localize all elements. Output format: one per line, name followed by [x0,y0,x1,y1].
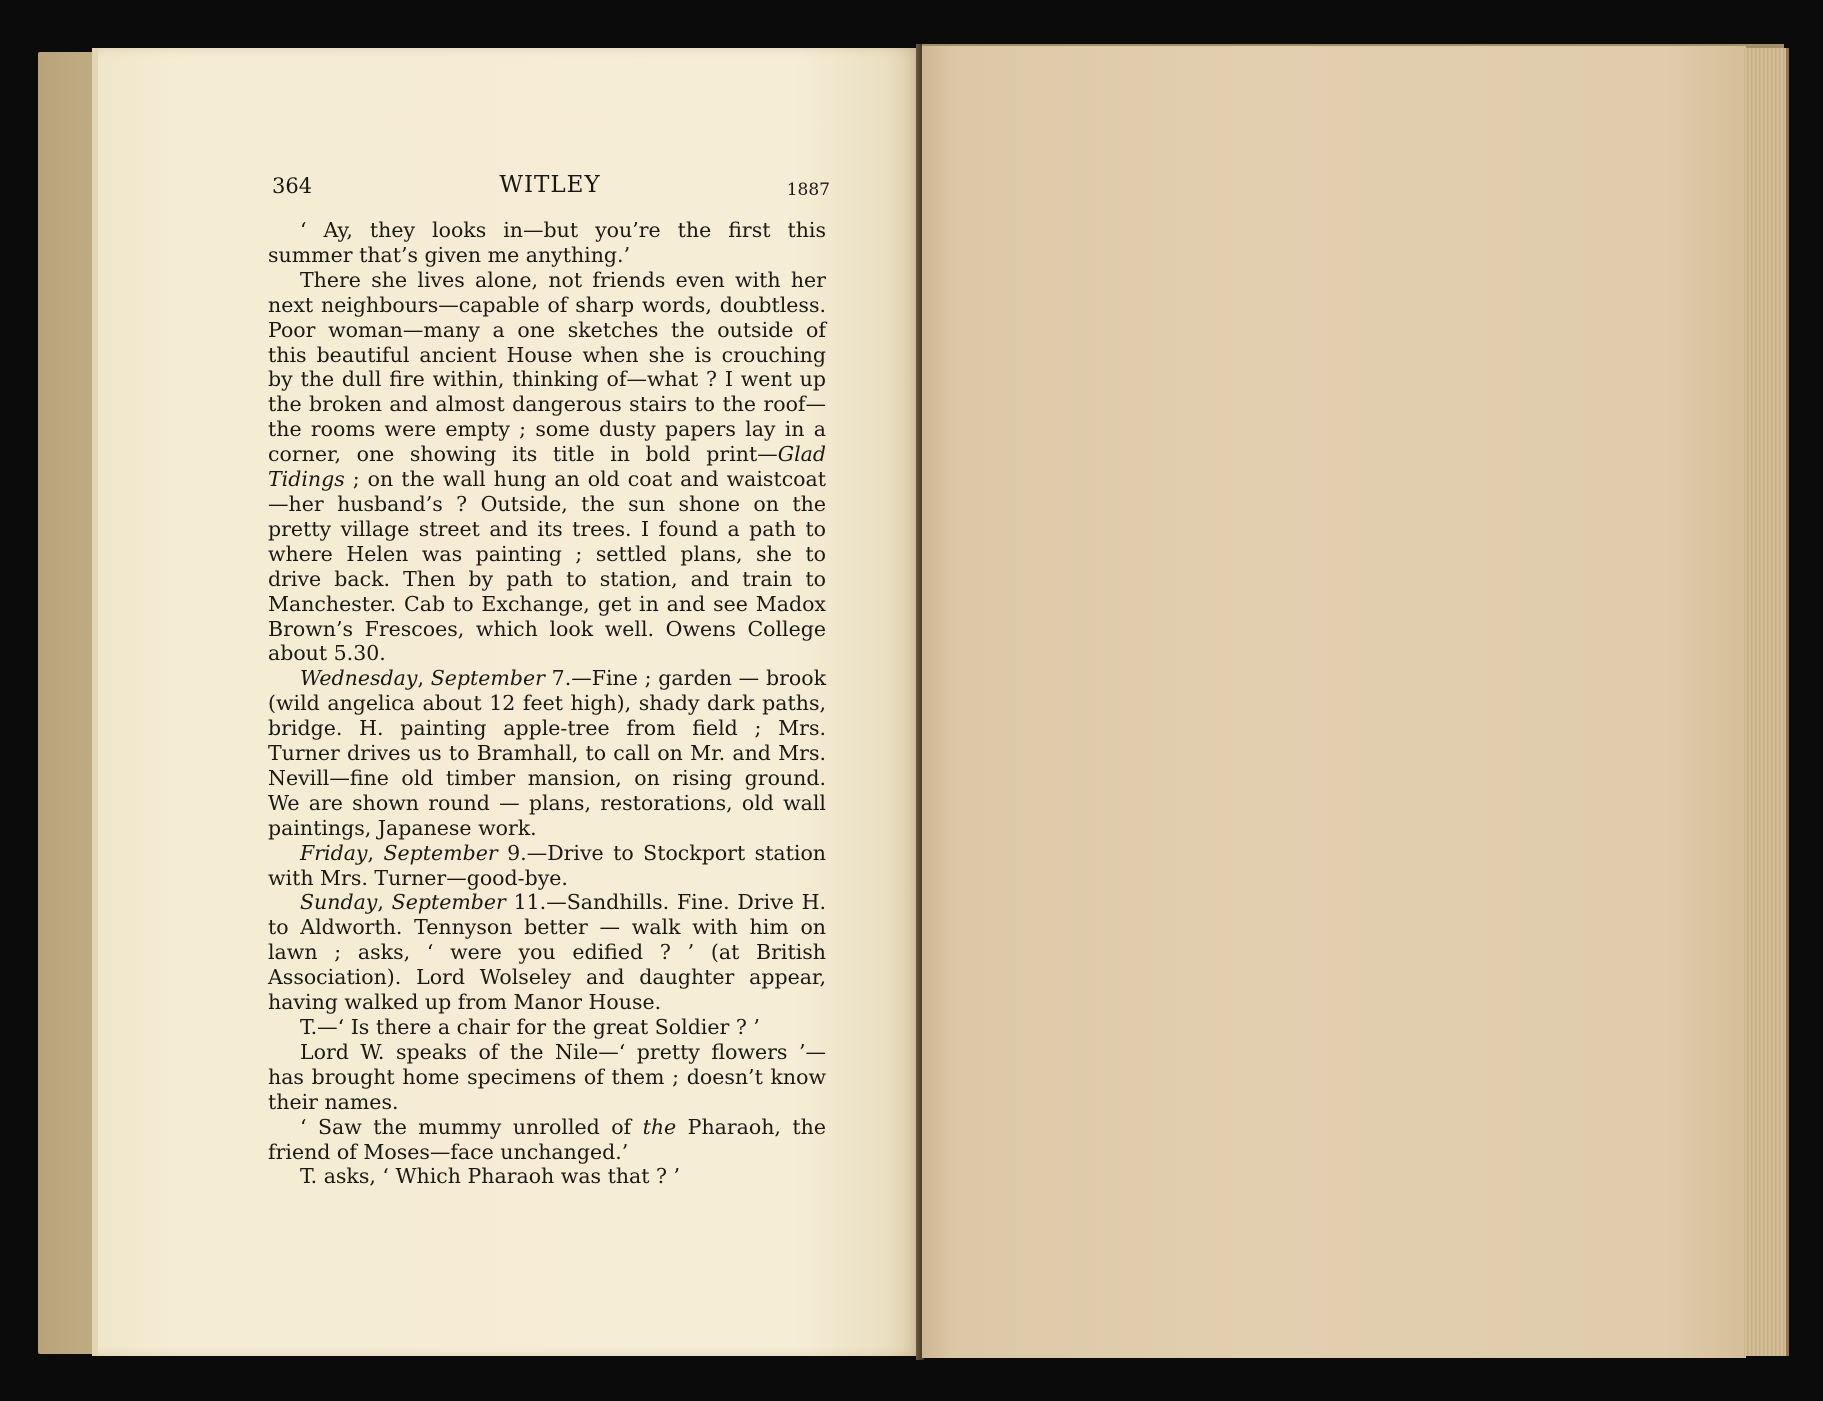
text-line: that’s given me anything.’ [359,242,631,267]
text-line: one showing its title in bold print— [356,442,778,467]
text-line: rooms were empty ; some dusty papers lay in a corner, [268,417,826,467]
text-line: from Manor House. [457,990,662,1015]
page-body [268,218,826,1189]
text-line: There she lives alone, not friends even with her next [268,267,826,317]
entry-month: September [430,666,545,691]
entry-month: September [383,840,498,865]
paragraph [268,1164,826,1189]
text-line: , [377,890,392,915]
paragraph [268,666,826,840]
text-line: their names. [268,1089,399,1114]
blank-right-page [922,46,1746,1358]
text-line: village street and its trees. I found a path to where [268,516,826,566]
running-title: WITLEY [499,172,601,198]
text-line: 11.—Sandhills. Fine. Drive H. [505,890,826,915]
text-line: woman—many a one sketches the outside of this [268,317,826,367]
text-line: ‘ Saw the mummy unrolled of [300,1114,643,1139]
paragraph [268,1115,826,1165]
text-line: , [367,840,384,865]
text-line: 9.—Drive to Stockport station [497,840,826,865]
paragraph [268,890,826,1015]
text-line: to Exchange, get in and see Madox Brown’s Frescoes, [268,591,826,641]
text-line: bridge. H. painting apple-tree from field ; Mrs. [268,716,826,741]
paragraph [268,218,826,268]
running-year: 1887 [786,180,830,200]
entry-day: Friday [300,840,368,865]
entry-day: Wednesday [300,666,418,691]
entry-month: September [391,890,506,915]
text-line: neighbours—capable of sharp words, doubtless. Poor [268,292,826,342]
text-line: paintings, Japanese work. [268,815,537,840]
text-line: We are shown round — plans, restorations, old wall [268,790,826,815]
text-line: the dull fire within, thinking of—what ? I went up [300,367,826,392]
text-line: Lord Wolseley and daughter appear, having walked up [268,965,826,1015]
text-line: ; [344,467,360,492]
paragraph [268,1040,826,1115]
text-line: on the wall hung an old coat and waistcoat—her [268,467,826,516]
text-line: with Mrs. Turner—good-bye. [268,865,568,890]
text-line: , [417,666,431,691]
right-page-stack [1744,48,1789,1356]
text-line: which look well. Owens College about 5.30. [268,616,826,666]
running-head [270,172,830,202]
text-line: husband’s ? Outside, the sun shone on the pretty [268,491,826,541]
page-number: 364 [272,174,313,198]
text-line: beautiful ancient House when she is crouching by [268,342,826,392]
text-line: has brought home specimens of them ; doesn’t know [268,1064,826,1089]
text-line: to Aldworth. Tennyson better — walk with him on [268,915,826,940]
text-line: Lord W. speaks of the Nile—‘ pretty flowers ’— [300,1039,826,1064]
paragraph [268,268,826,667]
text-line: T. asks, ‘ Which Pharaoh was that ? ’ [300,1164,681,1189]
entry-day: Sunday [300,890,378,915]
paragraph [268,1015,826,1040]
text-line: Turner drives us to Bramhall, to call on Mr. and [268,741,771,766]
text-line: Mrs. Nevill—fine old timber mansion, on rising ground. [268,741,826,790]
text-line: lawn ; asks, ‘ were you edified ? ’ (at British Association). [268,940,826,990]
text-line: Then by path to station, and train to Manchester. Cab [268,566,826,616]
text-line: friend of Moses—face unchanged.’ [268,1139,629,1164]
italic-title: Glad Tidings [268,442,826,492]
text-line: Helen was painting ; settled plans, she to drive back. [268,541,826,591]
text-line: the broken and almost dangerous stairs to the roof—the [268,392,826,442]
text-line: Pharaoh, the [676,1114,826,1139]
paragraph [268,841,826,891]
text-line: T.—‘ Is there a chair for the great Soldier ? ’ [300,1015,760,1039]
text-line: 7.—Fine ; garden — brook [544,666,826,691]
text-line: ‘ Ay, they looks in—but you’re the first this summer [268,218,826,267]
italic-word: the [642,1114,677,1139]
text-line: (wild angelica about 12 feet high), shady dark paths, [268,691,826,716]
